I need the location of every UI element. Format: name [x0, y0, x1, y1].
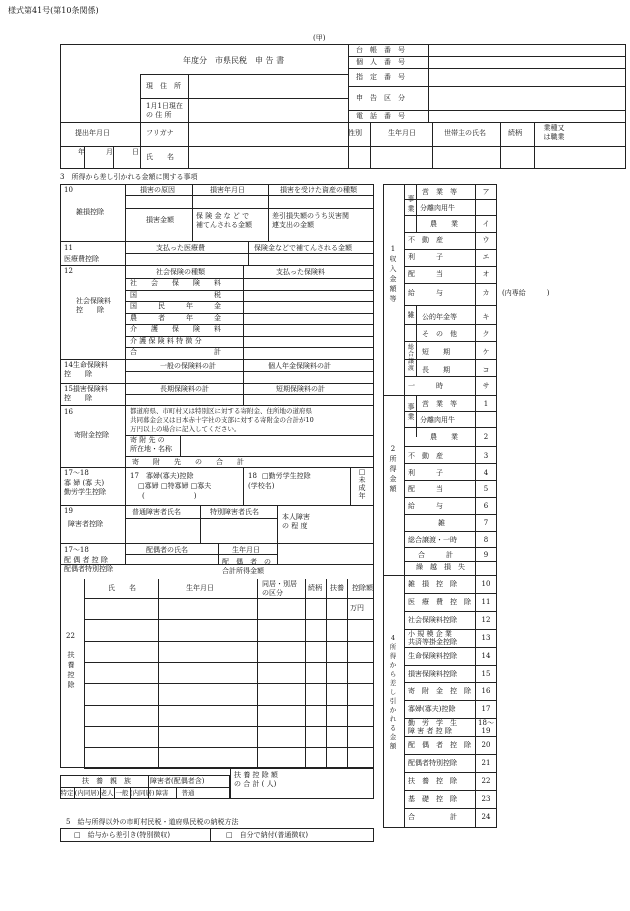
s1-kyuyo: 給 与: [408, 289, 443, 297]
zasson-insurance: 保 険 金 な ど で 補てんされる金額: [196, 212, 252, 229]
haiguu-income: 配 偶 者 の 合計所得金額: [222, 558, 271, 575]
s4-item-label: 雑 損 控 除: [408, 580, 457, 588]
row-divider: [404, 359, 497, 360]
s1-haito: 配 当: [408, 270, 443, 278]
s2-num: 4: [483, 469, 489, 477]
col-divider: [416, 305, 417, 341]
songai-long: 長期保険料の計: [160, 385, 209, 393]
s4-item-label: 社会保険料控除: [408, 615, 457, 624]
s4-item-label: 生命保険料控除: [408, 651, 457, 660]
shogai-no: 19: [64, 507, 73, 515]
current-address-label: 現 住 所: [146, 82, 181, 90]
s2-num: 7: [483, 519, 489, 527]
iryo-label: 医療費控除: [64, 255, 99, 263]
kafu-options[interactable]: □寡婦 □特寡婦 □寡夫: [138, 482, 212, 490]
s1-rakuno: 分離肉用牛: [420, 204, 455, 212]
s1-kyuyo-note: (内専給 ): [502, 289, 550, 297]
row-divider: [404, 682, 497, 683]
dependents-col: 老人: [100, 789, 114, 797]
seimei-label: 14生命保険料 控 除: [64, 361, 108, 378]
dependents-col: 一般: [115, 789, 129, 797]
s1-tanki: 短 期: [422, 348, 450, 356]
row-divider: [404, 376, 497, 377]
s2-num: 8: [483, 536, 489, 544]
s1-letter: エ: [482, 253, 490, 261]
s4-item-label: 基 礎 控 除: [408, 794, 457, 803]
table-row: [84, 641, 374, 642]
s1-zatsu: 雑: [407, 311, 415, 319]
s2-kurikoshi: 繰 越 損 失: [416, 563, 465, 571]
zasson-disaster: 差引損失額のうち災害関 連支出の金額: [272, 212, 349, 229]
s1-letter: コ: [482, 366, 490, 374]
s1-jigyo: 事業: [407, 195, 415, 213]
row-divider: [404, 593, 497, 594]
iryo-no: 11: [64, 244, 73, 252]
dependents-col: (内同居): [74, 789, 100, 797]
dependents-disabled: 障害者(配偶者含): [150, 777, 205, 785]
songai-short: 短期保険料の計: [276, 385, 325, 393]
s2-num: 5: [483, 485, 489, 493]
relationship-label: 続柄: [508, 129, 522, 137]
declaration-type-label: 申 告 区 分: [356, 94, 405, 102]
s1-letter: キ: [482, 313, 490, 321]
kifu-recipient: 寄 附 先 の 所在地・名称: [130, 436, 172, 453]
s4-item-label: 合 計: [408, 812, 457, 821]
table-row: [84, 726, 374, 727]
s1-letter: サ: [482, 382, 490, 390]
seimei-general: 一般の保険料の計: [160, 362, 216, 370]
birthdate-label: 生年月日: [388, 129, 416, 137]
ledger-number-label: 台 帳 番 号: [356, 46, 405, 54]
seimei-pension: 個人年金保険料の計: [268, 362, 331, 370]
shakai-item: 国 民 年 金: [130, 302, 221, 310]
s2-fudosan: 不 動 産: [408, 452, 443, 460]
occupation-label: 業種又 は職業: [543, 124, 565, 141]
s4-item-label: 勤 労 学 生 障 害 者 控 除: [408, 719, 457, 736]
s1-letter: ウ: [482, 236, 490, 244]
s4-item-no: 16: [481, 687, 491, 696]
fuyou-name: 氏 名: [108, 584, 136, 592]
shogai-special: 特別障害者氏名: [210, 508, 259, 516]
shakai-paid: 支払った保険料: [276, 268, 325, 276]
personal-number-label: 個 人 番 号: [356, 58, 405, 66]
col-divider: [148, 787, 149, 799]
form-title: 年度分 市県民税 申 告 書: [183, 56, 285, 65]
s2-nogyo: 農 業: [430, 433, 458, 441]
s2-haito: 配 当: [408, 485, 443, 493]
kifu-description: 都道府県、市町村又は特別区に対する寄附金、住所地の道府県 共同募金会又は日本赤十字社の支部に対する寄附金の合計が10 万円以上の場合に記入してください。: [130, 407, 314, 433]
kifu-total: 寄 附 先 の 合 計: [132, 458, 244, 466]
s2-eigyo: 営 業 等: [422, 400, 457, 408]
s4-item-no: 21: [481, 759, 491, 767]
s2-rakuno: 分離肉用牛: [420, 416, 455, 424]
s4-item-label: 損害保険料控除: [408, 669, 457, 678]
kinro-checkbox[interactable]: □勤労学生控除: [262, 472, 311, 480]
s1-letter: ア: [482, 188, 490, 196]
row-divider: [404, 754, 497, 755]
fuyou-dependent: 扶養: [330, 584, 344, 592]
shakai-no: 12: [64, 267, 73, 275]
s1-koteki: 公的年金等: [422, 313, 457, 321]
s4-item-no: 14: [481, 651, 491, 660]
fuyou-deduction: 控除額: [352, 584, 373, 592]
row-divider: [404, 647, 497, 648]
dependents-col: 普通: [181, 789, 195, 797]
zasson-cause: 損害の原因: [140, 186, 175, 194]
row-divider: [404, 514, 497, 515]
row-divider: [404, 199, 497, 200]
kafu-17-title: 寡婦(寡夫)控除: [146, 472, 194, 480]
row-divider: [404, 497, 497, 498]
s2-gokei: 合 計: [418, 551, 453, 559]
dependents-col: 障害: [155, 789, 169, 797]
row-divider: [404, 341, 497, 342]
ordinary-collection-option[interactable]: □ 自分で納付(普通徴収): [226, 831, 309, 839]
s1-fudosan: 不 動 産: [408, 236, 443, 244]
miseinen-checkbox[interactable]: □ 未 成 年: [358, 468, 366, 500]
shogai-normal: 普通障害者氏名: [132, 508, 181, 516]
s2-num: 9: [483, 551, 489, 559]
s2-num: 1: [483, 400, 489, 408]
kinro-18-no: 18: [248, 472, 257, 480]
table-row: [84, 747, 374, 748]
row-divider: [404, 463, 497, 464]
haiguu-label: 配 偶 者 控 除 配偶者特別控除: [64, 556, 113, 573]
row-divider: [404, 411, 497, 412]
householder-name-label: 世帯主の氏名: [444, 129, 486, 137]
row-divider: [404, 736, 497, 737]
row-divider: [404, 283, 497, 284]
row-divider: [404, 665, 497, 666]
sex-label: 性別: [348, 129, 362, 137]
s4-item-no: 18〜 19: [478, 719, 494, 736]
kafu-no: 17〜18: [64, 469, 89, 477]
row-divider: [404, 305, 497, 306]
row-divider: [404, 547, 497, 548]
section3-title: 3 所得から差し引かれる金額に関する事項: [60, 173, 198, 181]
shakai-item: 国 税: [130, 290, 221, 299]
iryo-covered: 保険金などで補てんされる金額: [254, 244, 352, 252]
shakai-item: 介 護 保 険 料 特 徴 分: [130, 336, 202, 345]
haiguu-name: 配偶者の氏名: [146, 546, 188, 554]
kafu-17-no: 17: [130, 472, 139, 480]
zasson-label: 雑損控除: [76, 208, 104, 216]
day-label: 日: [132, 148, 139, 156]
table-row: [84, 662, 374, 663]
shakai-item: 社 会 保 険 料: [130, 279, 221, 287]
fuyou-label: 扶 養 控 除: [67, 651, 82, 689]
kafu-label: 寡 婦 (寡 夫) 勤労学生控除: [64, 479, 106, 496]
s4-item-label: 配 偶 者 控 除: [408, 741, 471, 750]
s1-ichiji: 一 時: [408, 382, 443, 390]
s1-eigyo: 営 業 等: [422, 188, 457, 196]
s4-item-label: 寄 附 金 控 除: [408, 687, 471, 696]
name-label: 氏 名: [146, 153, 174, 161]
zasson-no: 10: [64, 186, 73, 194]
s1-sonota: そ の 他: [422, 330, 457, 338]
row-divider: [404, 531, 497, 532]
row-divider: [404, 427, 497, 428]
s4-item-no: 12: [481, 615, 491, 624]
kafu-paren: ( ): [142, 492, 197, 500]
zasson-amount: 損害金額: [146, 216, 174, 224]
shakai-label: 社会保険料 控 除: [76, 297, 111, 314]
section5-title: 5 給与所得以外の市町村民税・道府県民税の納税方法: [66, 818, 239, 826]
col-divider: [416, 341, 417, 376]
s4-item-label: 医 療 費 控 除: [408, 597, 471, 606]
s2-num: 6: [483, 502, 489, 510]
dependents-col: (内同居): [130, 789, 155, 797]
special-collection-option[interactable]: □ 給与から差引き(特別徴収): [74, 831, 171, 839]
row-divider: [404, 790, 497, 791]
col-divider: [114, 787, 115, 799]
jan1-address-label: 1月1日現在 の 住 所: [146, 102, 183, 119]
year-label: 年: [78, 148, 85, 156]
s4-item-no: 10: [481, 580, 491, 588]
haiguu-no: 17〜18: [64, 546, 89, 554]
s4-item-label: 扶 養 控 除: [408, 776, 457, 785]
submission-date-label: 提出年月日: [75, 129, 110, 137]
row-divider: [404, 215, 497, 216]
s4-item-no: 13: [481, 633, 491, 642]
header-frame: [60, 44, 626, 169]
phone-number-label: 電 話 番 号: [356, 112, 405, 120]
col-divider: [100, 787, 101, 799]
s2-num: 2: [483, 433, 489, 441]
iryo-paid: 支払った医療費: [156, 244, 205, 252]
row-divider: [404, 249, 497, 250]
col-divider: [176, 787, 177, 799]
shakai-item: 農 者 年 金: [130, 313, 221, 322]
s4-item-label: 配偶者特別控除: [408, 759, 457, 767]
s2-rishi: 利 子: [408, 469, 443, 477]
furigana-label: フリガナ: [146, 129, 174, 137]
kifu-no: 16: [64, 408, 73, 416]
s1-letter: ケ: [482, 348, 490, 356]
s4-item-no: 11: [481, 597, 491, 606]
section1-label: 1 収 入 金 額 等: [389, 245, 397, 303]
s4-item-no: 17: [481, 705, 491, 714]
s1-letter: ク: [482, 330, 490, 338]
table-row: [84, 683, 374, 684]
fuyou-no: 22: [66, 632, 75, 640]
form-kou-label: (甲): [313, 34, 326, 42]
shakai-type: 社会保険の種類: [156, 268, 205, 276]
col-divider: [130, 787, 131, 799]
table-row: [84, 619, 374, 620]
s4-item-label: 寡婦(寡夫)控除: [408, 705, 456, 714]
fuyou-total: 扶 養 控 除 額 の 合 計 ( 人): [234, 771, 278, 788]
s1-sogo: 総合譲渡: [407, 344, 414, 372]
kifu-label: 寄附金控除: [74, 431, 109, 439]
month-label: 月: [106, 148, 113, 156]
shogai-degree: 本人障害 の 程 度: [282, 513, 310, 530]
s1-letter: カ: [482, 289, 490, 297]
row-divider: [404, 700, 497, 701]
fuyou-cohabit: 同居・別居 の区分: [262, 580, 297, 597]
s1-letter: オ: [482, 270, 490, 278]
songai-label: 15損害保険料 控 除: [64, 385, 108, 402]
row-divider: [404, 808, 497, 809]
fuyou-unit: 万円: [350, 604, 364, 612]
s2-sogo: 総合譲渡・一時: [408, 536, 457, 544]
s4-item-no: 15: [481, 669, 491, 678]
s1-rishi: 利 子: [408, 253, 443, 261]
designation-number-label: 指 定 番 号: [356, 73, 405, 81]
table-row: [84, 705, 374, 706]
row-divider: [404, 446, 497, 447]
row-divider: [404, 324, 497, 325]
s4-item-label: 小 規 模 企 業 共済等掛金控除: [408, 629, 457, 646]
form-number: 様式第41号(第10条関係): [8, 6, 99, 15]
row-divider: [404, 772, 497, 773]
dependents-col: 特定: [60, 789, 74, 797]
row-divider: [404, 611, 497, 612]
s2-zatsu: 雑: [438, 519, 445, 527]
haiguu-birth: 生年月日: [232, 546, 260, 554]
fuyou-birth: 生年月日: [186, 584, 214, 592]
s2-jigyo: 事業: [407, 403, 415, 421]
s1-choki: 長 期: [422, 366, 450, 374]
row-divider: [404, 561, 497, 562]
section4-label: 4 所得から差し引かれる金額: [389, 634, 397, 750]
s2-num: 3: [483, 452, 489, 460]
shakai-item: 合 計: [130, 348, 221, 356]
zasson-asset-type: 損害を受けた資産の種類: [280, 186, 357, 194]
dependents-relatives: 扶 養 親 族: [82, 777, 131, 785]
row-divider: [404, 480, 497, 481]
s2-kyuyo: 給 与: [408, 502, 443, 510]
s1-nogyo: 農 業: [430, 220, 458, 228]
fuyou-relationship: 続柄: [308, 584, 322, 592]
shakai-item: 介 護 保 険 料: [130, 325, 221, 333]
s4-item-no: 23: [481, 794, 491, 803]
row-divider: [404, 232, 497, 233]
col-divider: [74, 787, 75, 799]
s1-letter: イ: [482, 220, 490, 228]
section2-label: 2 所 得 金 額: [389, 445, 397, 493]
shogai-label: 障害者控除: [68, 520, 103, 528]
s4-item-no: 22: [481, 776, 491, 785]
zasson-date: 損害年月日: [210, 186, 245, 194]
kinro-school: (学校名): [248, 482, 275, 490]
row-divider: [404, 266, 497, 267]
s4-item-no: 24: [481, 812, 491, 821]
s4-item-no: 20: [481, 741, 491, 750]
